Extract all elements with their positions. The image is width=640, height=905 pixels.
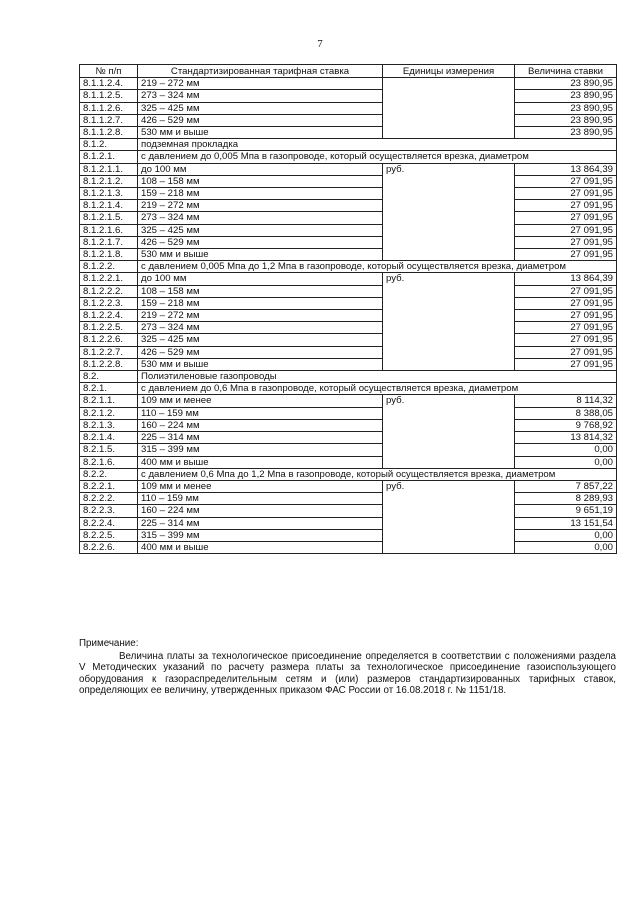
section-title: с давлением до 0,6 Мпа в газопроводе, который осуществляется врезка, диаметром (138, 383, 617, 395)
row-number: 8.2.2.5. (80, 529, 138, 541)
rate-name: до 100 мм (138, 273, 383, 285)
table-row (80, 188, 617, 200)
table-row (80, 127, 617, 139)
rate-value: 27 091,95 (515, 249, 617, 261)
rate-unit: руб. (383, 163, 515, 261)
rate-name: 159 – 218 мм (138, 188, 383, 200)
rate-name: 426 – 529 мм (138, 236, 383, 248)
rate-name: 225 – 314 мм (138, 432, 383, 444)
table-row (80, 236, 617, 248)
row-number: 8.1.2.2.4. (80, 310, 138, 322)
row-number: 8.1.2.1.1. (80, 163, 138, 175)
rate-name: 109 мм и менее (138, 395, 383, 407)
rate-name: 160 – 224 мм (138, 505, 383, 517)
row-number: 8.2.2.2. (80, 493, 138, 505)
section-row (80, 383, 617, 395)
rate-value: 8 289,93 (515, 493, 617, 505)
table-row (80, 407, 617, 419)
rate-value: 13 864,39 (515, 273, 617, 285)
rate-value: 27 091,95 (515, 175, 617, 187)
table-row (80, 529, 617, 541)
rate-value: 27 091,95 (515, 188, 617, 200)
rate-name: 110 – 159 мм (138, 493, 383, 505)
rate-unit (383, 78, 515, 139)
row-number: 8.1.2.1.7. (80, 236, 138, 248)
section-title: с давлением 0,005 Мпа до 1,2 Мпа в газопроводе, который осуществляется врезка, диаметром (138, 261, 617, 273)
rate-name: 108 – 158 мм (138, 285, 383, 297)
table-row (80, 505, 617, 517)
section-row (80, 151, 617, 163)
table-row (80, 432, 617, 444)
row-number: 8.1.1.2.8. (80, 127, 138, 139)
rate-value: 0,00 (515, 444, 617, 456)
section-title: подземная прокладка (138, 139, 617, 151)
rate-value: 9 768,92 (515, 419, 617, 431)
rate-value: 27 091,95 (515, 200, 617, 212)
rate-value: 0,00 (515, 529, 617, 541)
table-row (80, 163, 617, 175)
row-number: 8.2.2.6. (80, 541, 138, 553)
header-name: Стандартизированная тарифная ставка (138, 65, 383, 78)
rate-name: 273 – 324 мм (138, 212, 383, 224)
rate-unit: руб. (383, 395, 515, 468)
rate-value: 27 091,95 (515, 310, 617, 322)
rate-value: 23 890,95 (515, 114, 617, 126)
rate-name: 315 – 399 мм (138, 444, 383, 456)
row-number: 8.1.2.2.3. (80, 297, 138, 309)
rate-value: 23 890,95 (515, 102, 617, 114)
rate-name: 225 – 314 мм (138, 517, 383, 529)
rate-value: 27 091,95 (515, 212, 617, 224)
row-number: 8.1.2.2.6. (80, 334, 138, 346)
row-number: 8.2.2. (80, 468, 138, 480)
table-body (80, 78, 617, 554)
row-number: 8.2.1. (80, 383, 138, 395)
row-number: 8.2.1.4. (80, 432, 138, 444)
rate-name: 530 мм и выше (138, 127, 383, 139)
table-row (80, 517, 617, 529)
tariff-table (79, 64, 617, 554)
rate-value: 8 114,32 (515, 395, 617, 407)
table-row (80, 249, 617, 261)
section-title: Полиэтиленовые газопроводы (138, 371, 617, 383)
table-row (80, 212, 617, 224)
row-number: 8.2. (80, 371, 138, 383)
table-row (80, 541, 617, 553)
table-row (80, 444, 617, 456)
rate-value: 23 890,95 (515, 78, 617, 90)
rate-name: 160 – 224 мм (138, 419, 383, 431)
row-number: 8.1.2.1.8. (80, 249, 138, 261)
row-number: 8.1.2.2.7. (80, 346, 138, 358)
rate-unit: руб. (383, 273, 515, 371)
rate-value: 23 890,95 (515, 127, 617, 139)
rate-value: 7 857,22 (515, 480, 617, 492)
row-number: 8.1.2.2. (80, 261, 138, 273)
rate-value: 13 814,32 (515, 432, 617, 444)
note-title: Примечание: (79, 638, 139, 649)
rate-value: 27 091,95 (515, 358, 617, 370)
row-number: 8.2.2.1. (80, 480, 138, 492)
row-number: 8.1.2.2.8. (80, 358, 138, 370)
rate-name: 530 мм и выше (138, 249, 383, 261)
rate-name: 325 – 425 мм (138, 334, 383, 346)
row-number: 8.2.2.4. (80, 517, 138, 529)
table-row (80, 175, 617, 187)
row-number: 8.1.2.2.5. (80, 322, 138, 334)
table-row (80, 346, 617, 358)
header-unit: Единицы измерения (383, 65, 515, 78)
table-row (80, 78, 617, 90)
section-title: с давлением до 0,005 Мпа в газопроводе, который осуществляется врезка, диаметром (138, 151, 617, 163)
table-row (80, 90, 617, 102)
row-number: 8.2.1.5. (80, 444, 138, 456)
rate-value: 27 091,95 (515, 224, 617, 236)
note (79, 638, 616, 697)
row-number: 8.1.2.1.5. (80, 212, 138, 224)
table-row (80, 480, 617, 492)
rate-name: 219 – 272 мм (138, 310, 383, 322)
row-number: 8.2.1.2. (80, 407, 138, 419)
row-number: 8.1.2.1. (80, 151, 138, 163)
row-number: 8.1.2.2.2. (80, 285, 138, 297)
rate-value: 27 091,95 (515, 236, 617, 248)
section-row (80, 261, 617, 273)
note-text: Величина платы за технологическое присоединение определяется в соответствии с положениями раздела V Методических указаний по расчету размера платы за технологическое присоединение газоиспользующего оборудования к газораспределительным сетям и (или) размеров стандартизированных тарифных ставок, определяющих ее величину, утвержденных приказом ФАС России от 16.08.2018 г. № 1151/18. (79, 650, 616, 697)
rate-name: 426 – 529 мм (138, 114, 383, 126)
header-value: Величина ставки (515, 65, 617, 78)
rate-name: 273 – 324 мм (138, 322, 383, 334)
rate-value: 9 651,19 (515, 505, 617, 517)
table-row (80, 456, 617, 468)
rate-name: 159 – 218 мм (138, 297, 383, 309)
table-row (80, 493, 617, 505)
row-number: 8.2.2.3. (80, 505, 138, 517)
section-row (80, 468, 617, 480)
rate-name: 530 мм и выше (138, 358, 383, 370)
rate-value: 27 091,95 (515, 285, 617, 297)
row-number: 8.1.2. (80, 139, 138, 151)
table-row (80, 322, 617, 334)
table-row (80, 395, 617, 407)
rate-value: 13 864,39 (515, 163, 617, 175)
rate-name: 110 – 159 мм (138, 407, 383, 419)
rate-value: 27 091,95 (515, 297, 617, 309)
row-number: 8.1.2.2.1. (80, 273, 138, 285)
table-row (80, 114, 617, 126)
row-number: 8.1.1.2.7. (80, 114, 138, 126)
rate-name: 108 – 158 мм (138, 175, 383, 187)
rate-name: 325 – 425 мм (138, 224, 383, 236)
section-title: с давлением 0,6 Мпа до 1,2 Мпа в газопроводе, который осуществляется врезка, диаметром (138, 468, 617, 480)
row-number: 8.1.1.2.4. (80, 78, 138, 90)
table-row (80, 200, 617, 212)
rate-name: до 100 мм (138, 163, 383, 175)
rate-name: 315 – 399 мм (138, 529, 383, 541)
header-num: № п/п (80, 65, 138, 78)
table-row (80, 358, 617, 370)
rate-value: 0,00 (515, 541, 617, 553)
rate-name: 109 мм и менее (138, 480, 383, 492)
rate-value: 8 388,05 (515, 407, 617, 419)
rate-name: 219 – 272 мм (138, 200, 383, 212)
row-number: 8.1.2.1.2. (80, 175, 138, 187)
rate-unit: руб. (383, 480, 515, 553)
table-row (80, 297, 617, 309)
rate-value: 27 091,95 (515, 346, 617, 358)
rate-name: 400 мм и выше (138, 541, 383, 553)
table-row (80, 285, 617, 297)
rate-name: 219 – 272 мм (138, 78, 383, 90)
rate-value: 27 091,95 (515, 322, 617, 334)
rate-value: 0,00 (515, 456, 617, 468)
table-row (80, 224, 617, 236)
row-number: 8.1.2.1.6. (80, 224, 138, 236)
rate-name: 273 – 324 мм (138, 90, 383, 102)
section-row (80, 139, 617, 151)
rate-value: 13 151,54 (515, 517, 617, 529)
table-row (80, 310, 617, 322)
page-number: 7 (317, 38, 323, 50)
row-number: 8.1.1.2.5. (80, 90, 138, 102)
row-number: 8.2.1.3. (80, 419, 138, 431)
rate-name: 426 – 529 мм (138, 346, 383, 358)
table-row (80, 102, 617, 114)
section-row (80, 371, 617, 383)
table-row (80, 334, 617, 346)
table-header-row (80, 65, 617, 78)
row-number: 8.1.1.2.6. (80, 102, 138, 114)
table-row (80, 273, 617, 285)
row-number: 8.1.2.1.4. (80, 200, 138, 212)
row-number: 8.2.1.1. (80, 395, 138, 407)
rate-value: 27 091,95 (515, 334, 617, 346)
rate-name: 400 мм и выше (138, 456, 383, 468)
row-number: 8.2.1.6. (80, 456, 138, 468)
rate-name: 325 – 425 мм (138, 102, 383, 114)
rate-value: 23 890,95 (515, 90, 617, 102)
table-row (80, 419, 617, 431)
row-number: 8.1.2.1.3. (80, 188, 138, 200)
